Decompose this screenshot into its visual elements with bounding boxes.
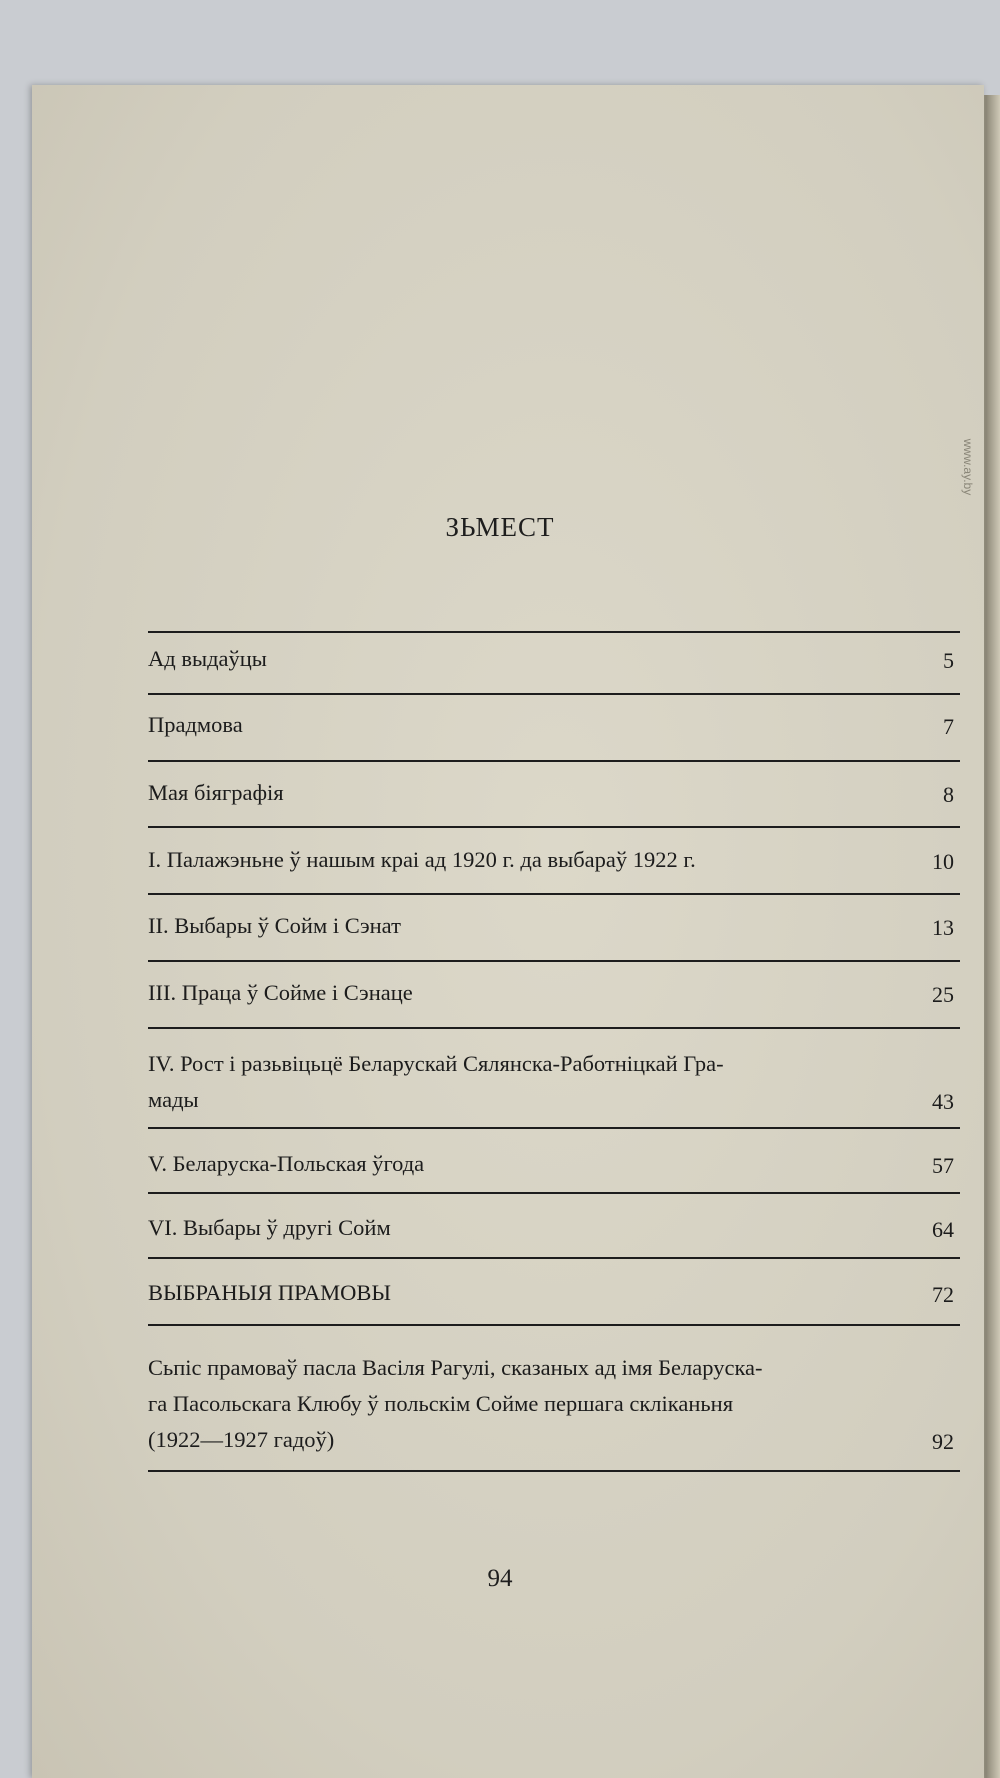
toc-rule (148, 1324, 960, 1326)
toc-entry-label: Прадмова (148, 712, 243, 737)
toc-rule (148, 826, 960, 828)
toc-entry-page: 92 (932, 1429, 954, 1454)
toc-entry-page: 13 (932, 915, 954, 940)
toc-rule (148, 1257, 960, 1259)
toc-rule (148, 1027, 960, 1029)
toc-entry (148, 1210, 958, 1246)
toc-entry-label-line: Сьпіс прамоваў пасла Васіля Рагулі, сказаных ад імя Беларуска- (148, 1355, 763, 1380)
toc-entry (148, 1350, 958, 1458)
toc-entry-page: 72 (932, 1282, 954, 1307)
toc-entry-page: 10 (932, 849, 954, 874)
toc-entry (148, 1275, 958, 1311)
toc-entry (148, 641, 958, 677)
toc-entry-label: ВЫБРАНЫЯ ПРАМОВЫ (148, 1280, 391, 1305)
toc-entry (148, 707, 958, 743)
toc-entry (148, 975, 958, 1011)
toc-entry-page: 7 (943, 714, 954, 739)
toc-entry-page: 43 (932, 1089, 954, 1114)
toc-rule (148, 893, 960, 895)
toc-entry-label-line: га Пасольскага Клюбу ў польскім Сойме першага скліканьня (148, 1391, 734, 1416)
toc-entry-label: III. Праца ў Сойме і Сэнаце (148, 980, 413, 1005)
toc-rule (148, 693, 960, 695)
toc-entry (148, 1146, 958, 1182)
toc-rule (148, 760, 960, 762)
toc-entry-page: 8 (943, 782, 954, 807)
toc-title: ЗЬМЕСТ (445, 512, 555, 542)
toc-entry-label: Ад выдаўцы (148, 646, 267, 671)
toc-entry-label: I. Палажэньне ў нашым краі ад 1920 г. да выбараў 1922 г. (148, 847, 696, 872)
page-number: 94 (487, 1565, 513, 1592)
toc-entry (148, 842, 958, 878)
toc-entry-label: V. Беларуска-Польская ўгода (148, 1151, 425, 1176)
toc-entry-page: 57 (932, 1153, 954, 1178)
toc-entry-label-line: мады (148, 1087, 199, 1112)
toc-rule (148, 960, 960, 962)
watermark: www.ay.by (961, 438, 976, 496)
toc-rule (148, 1192, 960, 1194)
toc-rule (148, 1127, 960, 1129)
toc-entry-page: 64 (932, 1217, 954, 1242)
toc-entry-label: VI. Выбары ў другі Сойм (148, 1215, 391, 1240)
toc-entry (148, 908, 958, 944)
toc-rule (148, 1470, 960, 1472)
toc-entry-page: 5 (943, 648, 954, 673)
toc-entry-label-line: IV. Рост і разьвіцьцё Беларускай Сялянска-Работніцкай Гра- (148, 1051, 724, 1076)
toc-entry-label: Мая біяграфія (148, 780, 284, 805)
toc-entry-label: II. Выбары ў Сойм і Сэнат (148, 913, 401, 938)
toc-entry-label-line: (1922—1927 гадоў) (148, 1427, 335, 1452)
toc-entry (148, 775, 958, 811)
toc-entry-page: 25 (932, 982, 954, 1007)
toc-rule (148, 631, 960, 633)
toc-entry (148, 1046, 958, 1118)
